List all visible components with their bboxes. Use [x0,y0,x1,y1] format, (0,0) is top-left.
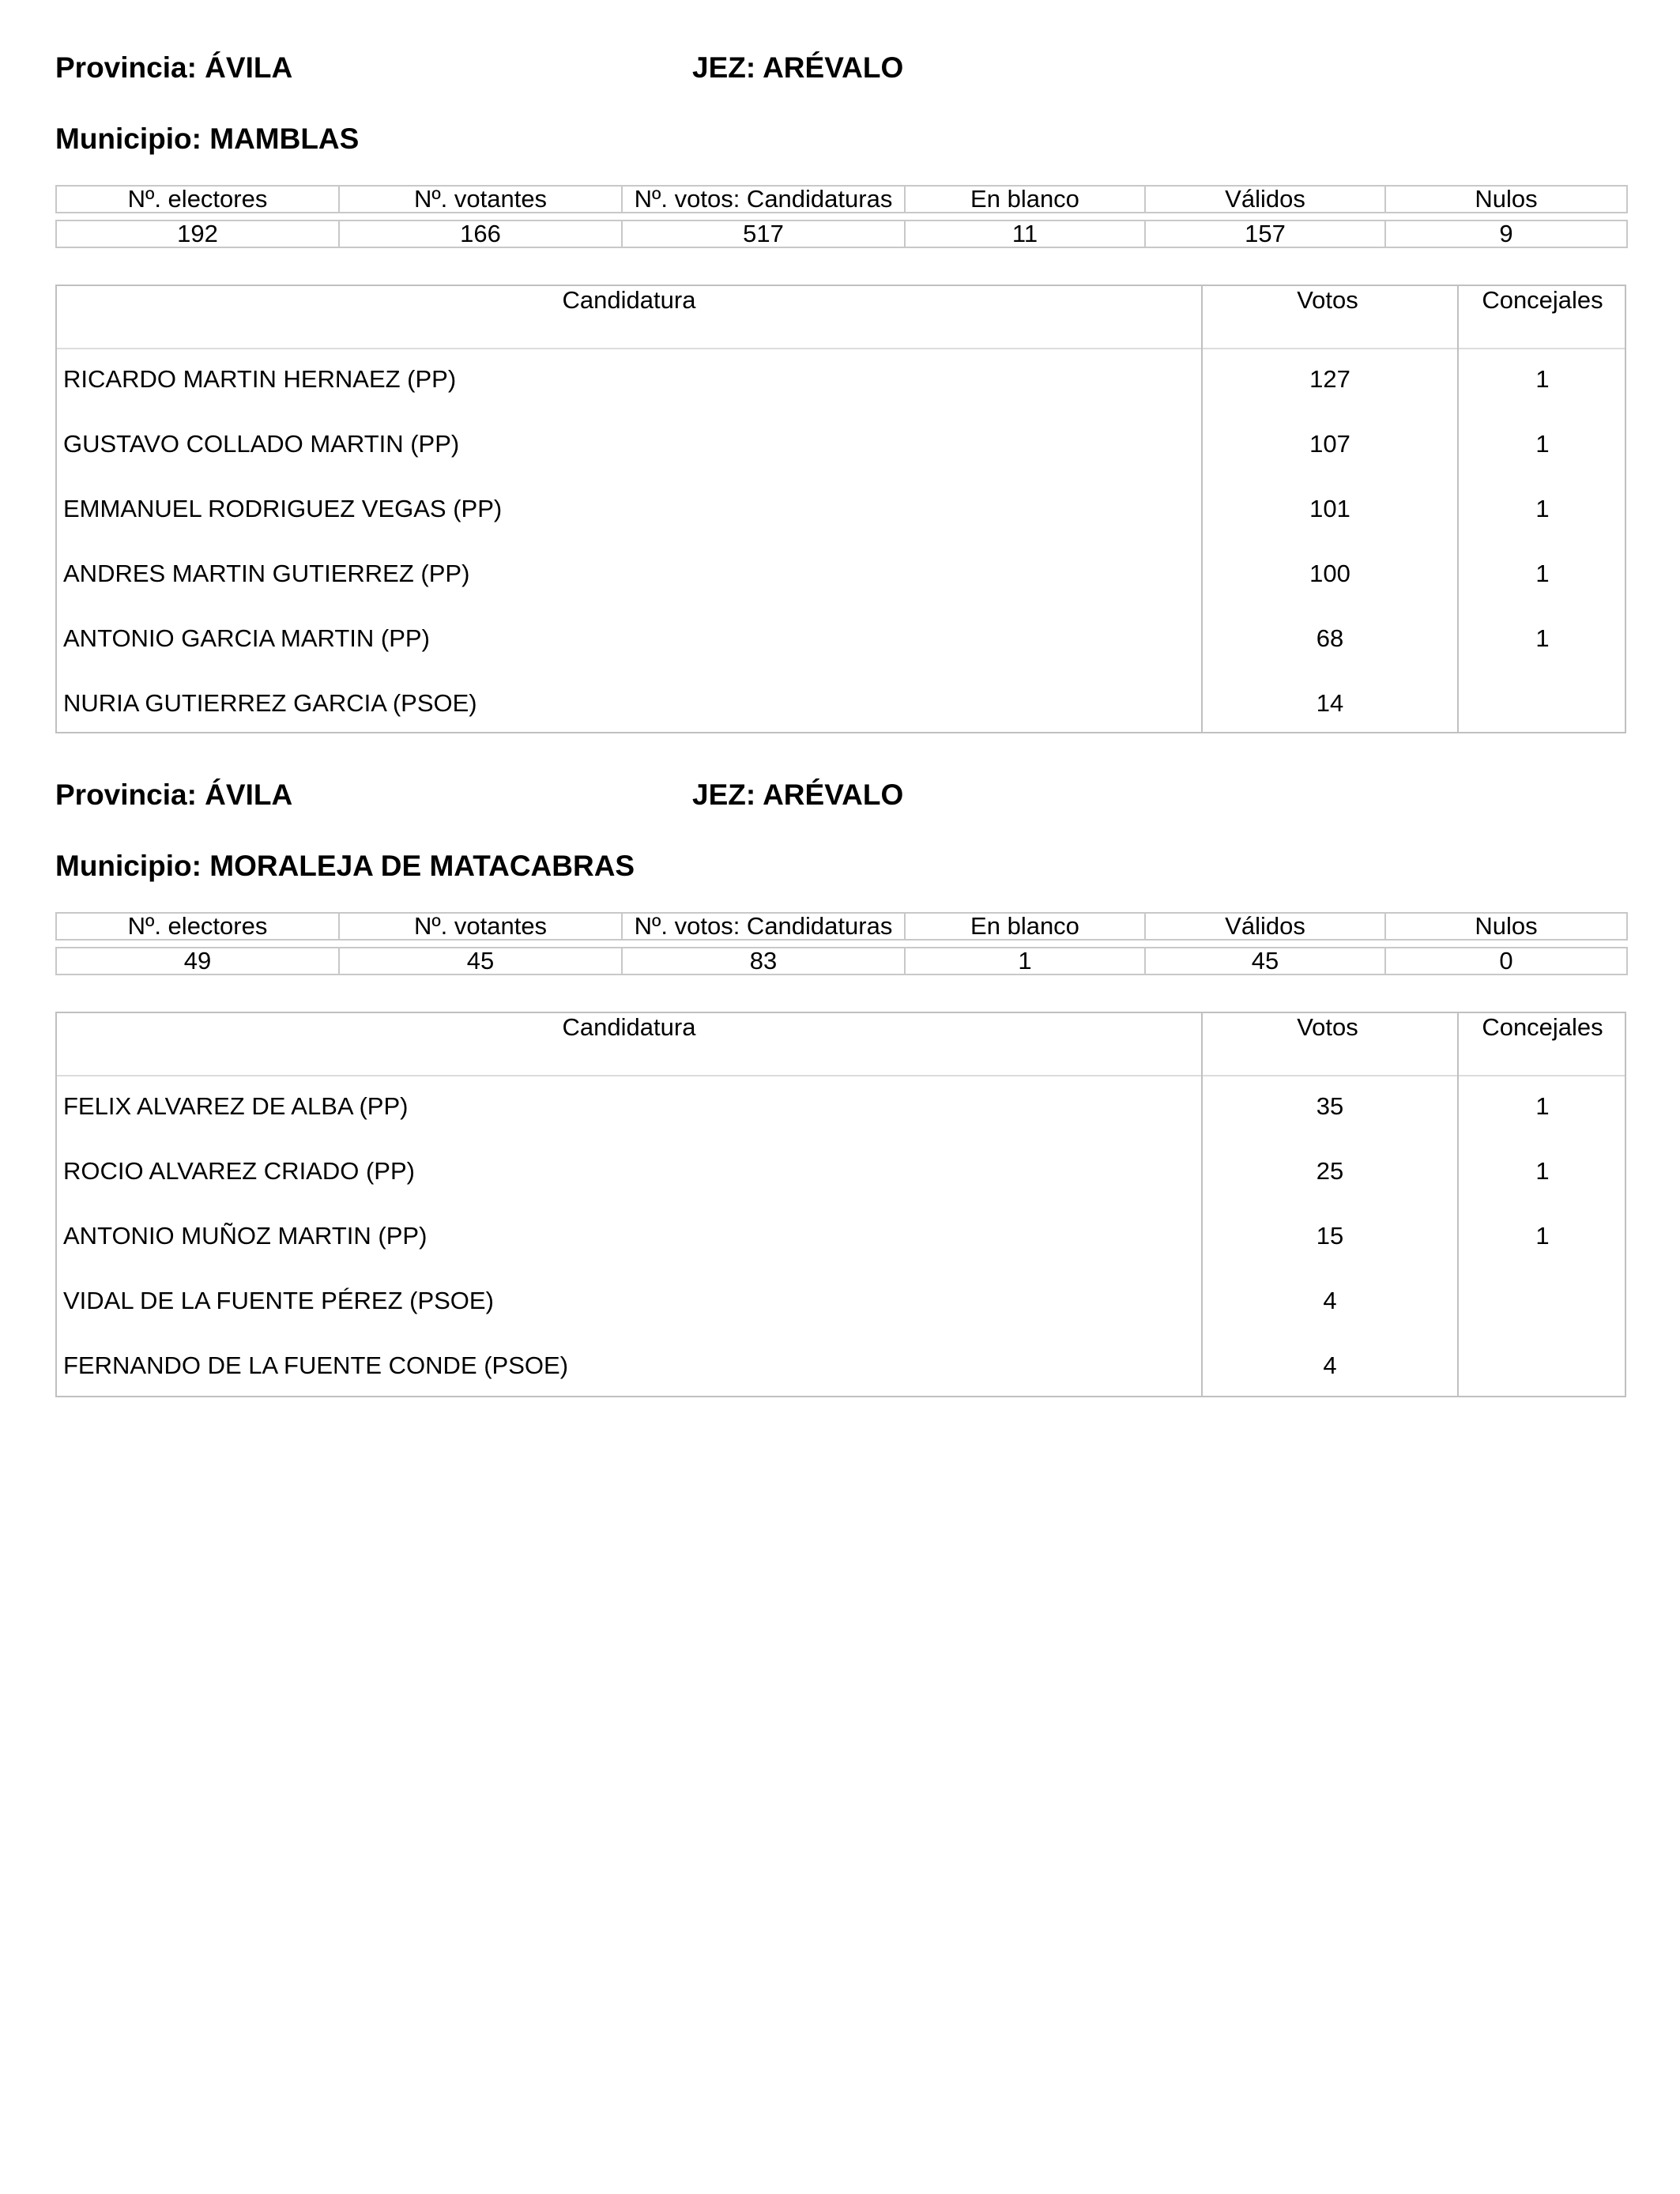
stats-header-en-blanco: En blanco [905,913,1145,940]
candidate-name: RICARDO MARTIN HERNAEZ (PP) [63,365,457,393]
candidate-row [57,672,1625,737]
candidate-row [57,1269,1625,1334]
provincia-label: Provincia: ÁVILA [55,51,293,84]
stats-header-en-blanco: En blanco [905,186,1145,213]
municipio-title: Municipio: MAMBLAS [55,123,360,155]
stats-header-validos: Válidos [1145,913,1385,940]
stats-header-votantes: Nº. votantes [339,913,622,940]
candidate-name: GUSTAVO COLLADO MARTIN (PP) [63,430,460,458]
candidate-votes: 4 [1323,1287,1337,1314]
stats-value-votantes: 166 [339,221,622,247]
candidate-row [57,1204,1625,1269]
jez-label: JEZ: ARÉVALO [692,51,904,84]
stats-value-electores: 49 [56,948,339,974]
candidate-name: FELIX ALVAREZ DE ALBA (PP) [63,1092,409,1120]
candidate-row [57,1075,1625,1140]
stats-value-en-blanco: 11 [905,221,1145,247]
candidate-votes: 100 [1309,560,1350,587]
candidate-concejales: 1 [1535,560,1550,587]
candidate-concejales: 1 [1535,1092,1550,1120]
stats-header-electores: Nº. electores [56,186,339,213]
stats-header-row [56,186,1627,213]
provincia-label: Provincia: ÁVILA [55,778,293,811]
stats-header-validos: Válidos [1145,186,1385,213]
candidate-row [57,477,1625,542]
stats-value-votantes: 45 [339,948,622,974]
candidate-concejales: 1 [1535,624,1550,652]
stats-header-electores: Nº. electores [56,913,339,940]
candidates-table [55,1012,1626,1397]
candidate-votes: 35 [1316,1092,1344,1120]
stats-header-nulos: Nulos [1385,186,1627,213]
jez-label: JEZ: ARÉVALO [692,778,904,811]
candidate-concejales: 1 [1535,1157,1550,1185]
municipio-title: Municipio: MORALEJA DE MATACABRAS [55,850,635,882]
candidate-votes: 107 [1309,430,1350,458]
candidate-votes: 68 [1316,624,1344,652]
candidate-row [57,542,1625,607]
candidates-header-row [57,1013,1625,1076]
stats-value-votos-candidaturas: 517 [622,221,905,247]
stats-value-en-blanco: 1 [905,948,1145,974]
candidate-concejales: 1 [1535,1222,1550,1250]
candidate-row [57,607,1625,672]
stats-value-validos: 45 [1145,948,1385,974]
candidate-votes: 127 [1309,365,1350,393]
candidate-row [57,1140,1625,1204]
stats-header-votos-candidaturas: Nº. votos: Candidaturas [622,913,905,940]
candidate-name: NURIA GUTIERREZ GARCIA (PSOE) [63,689,477,717]
stats-header-votos-candidaturas: Nº. votos: Candidaturas [622,186,905,213]
stats-header-nulos: Nulos [1385,913,1627,940]
stats-value-nulos: 9 [1385,221,1627,247]
candidates-table [55,285,1626,733]
candidate-row [57,348,1625,413]
candidate-name: ROCIO ALVAREZ CRIADO (PP) [63,1157,415,1185]
stats-table [55,912,1628,975]
stats-value-electores: 192 [56,221,339,247]
candidate-votes: 101 [1309,495,1350,522]
header-votos: Votos [1297,286,1358,314]
header-concejales: Concejales [1482,286,1603,314]
candidate-name: FERNANDO DE LA FUENTE CONDE (PSOE) [63,1351,569,1379]
candidate-votes: 14 [1316,689,1344,717]
candidate-name: ANTONIO MUÑOZ MARTIN (PP) [63,1222,428,1250]
stats-value-votos-candidaturas: 83 [622,948,905,974]
candidate-name: ANDRES MARTIN GUTIERREZ (PP) [63,560,470,587]
candidate-votes: 15 [1316,1222,1344,1250]
candidate-concejales: 1 [1535,495,1550,522]
stats-value-nulos: 0 [1385,948,1627,974]
header-votos: Votos [1297,1013,1358,1041]
municipio-section-moraleja [55,778,1626,1410]
stats-value-row [56,948,1627,974]
municipio-section-mamblas [55,51,1626,738]
candidate-votes: 25 [1316,1157,1344,1185]
candidates-header-row [57,286,1625,349]
candidate-concejales: 1 [1535,365,1550,393]
candidate-row [57,413,1625,477]
stats-table [55,185,1628,248]
stats-header-votantes: Nº. votantes [339,186,622,213]
candidate-concejales: 1 [1535,430,1550,458]
candidate-name: VIDAL DE LA FUENTE PÉREZ (PSOE) [63,1287,494,1314]
stats-header-row [56,913,1627,940]
header-candidatura: Candidatura [562,286,696,314]
candidate-votes: 4 [1323,1351,1337,1379]
candidate-row [57,1334,1625,1399]
candidate-name: ANTONIO GARCIA MARTIN (PP) [63,624,430,652]
stats-value-validos: 157 [1145,221,1385,247]
header-concejales: Concejales [1482,1013,1603,1041]
header-candidatura: Candidatura [562,1013,696,1041]
stats-value-row [56,221,1627,247]
candidate-name: EMMANUEL RODRIGUEZ VEGAS (PP) [63,495,503,522]
